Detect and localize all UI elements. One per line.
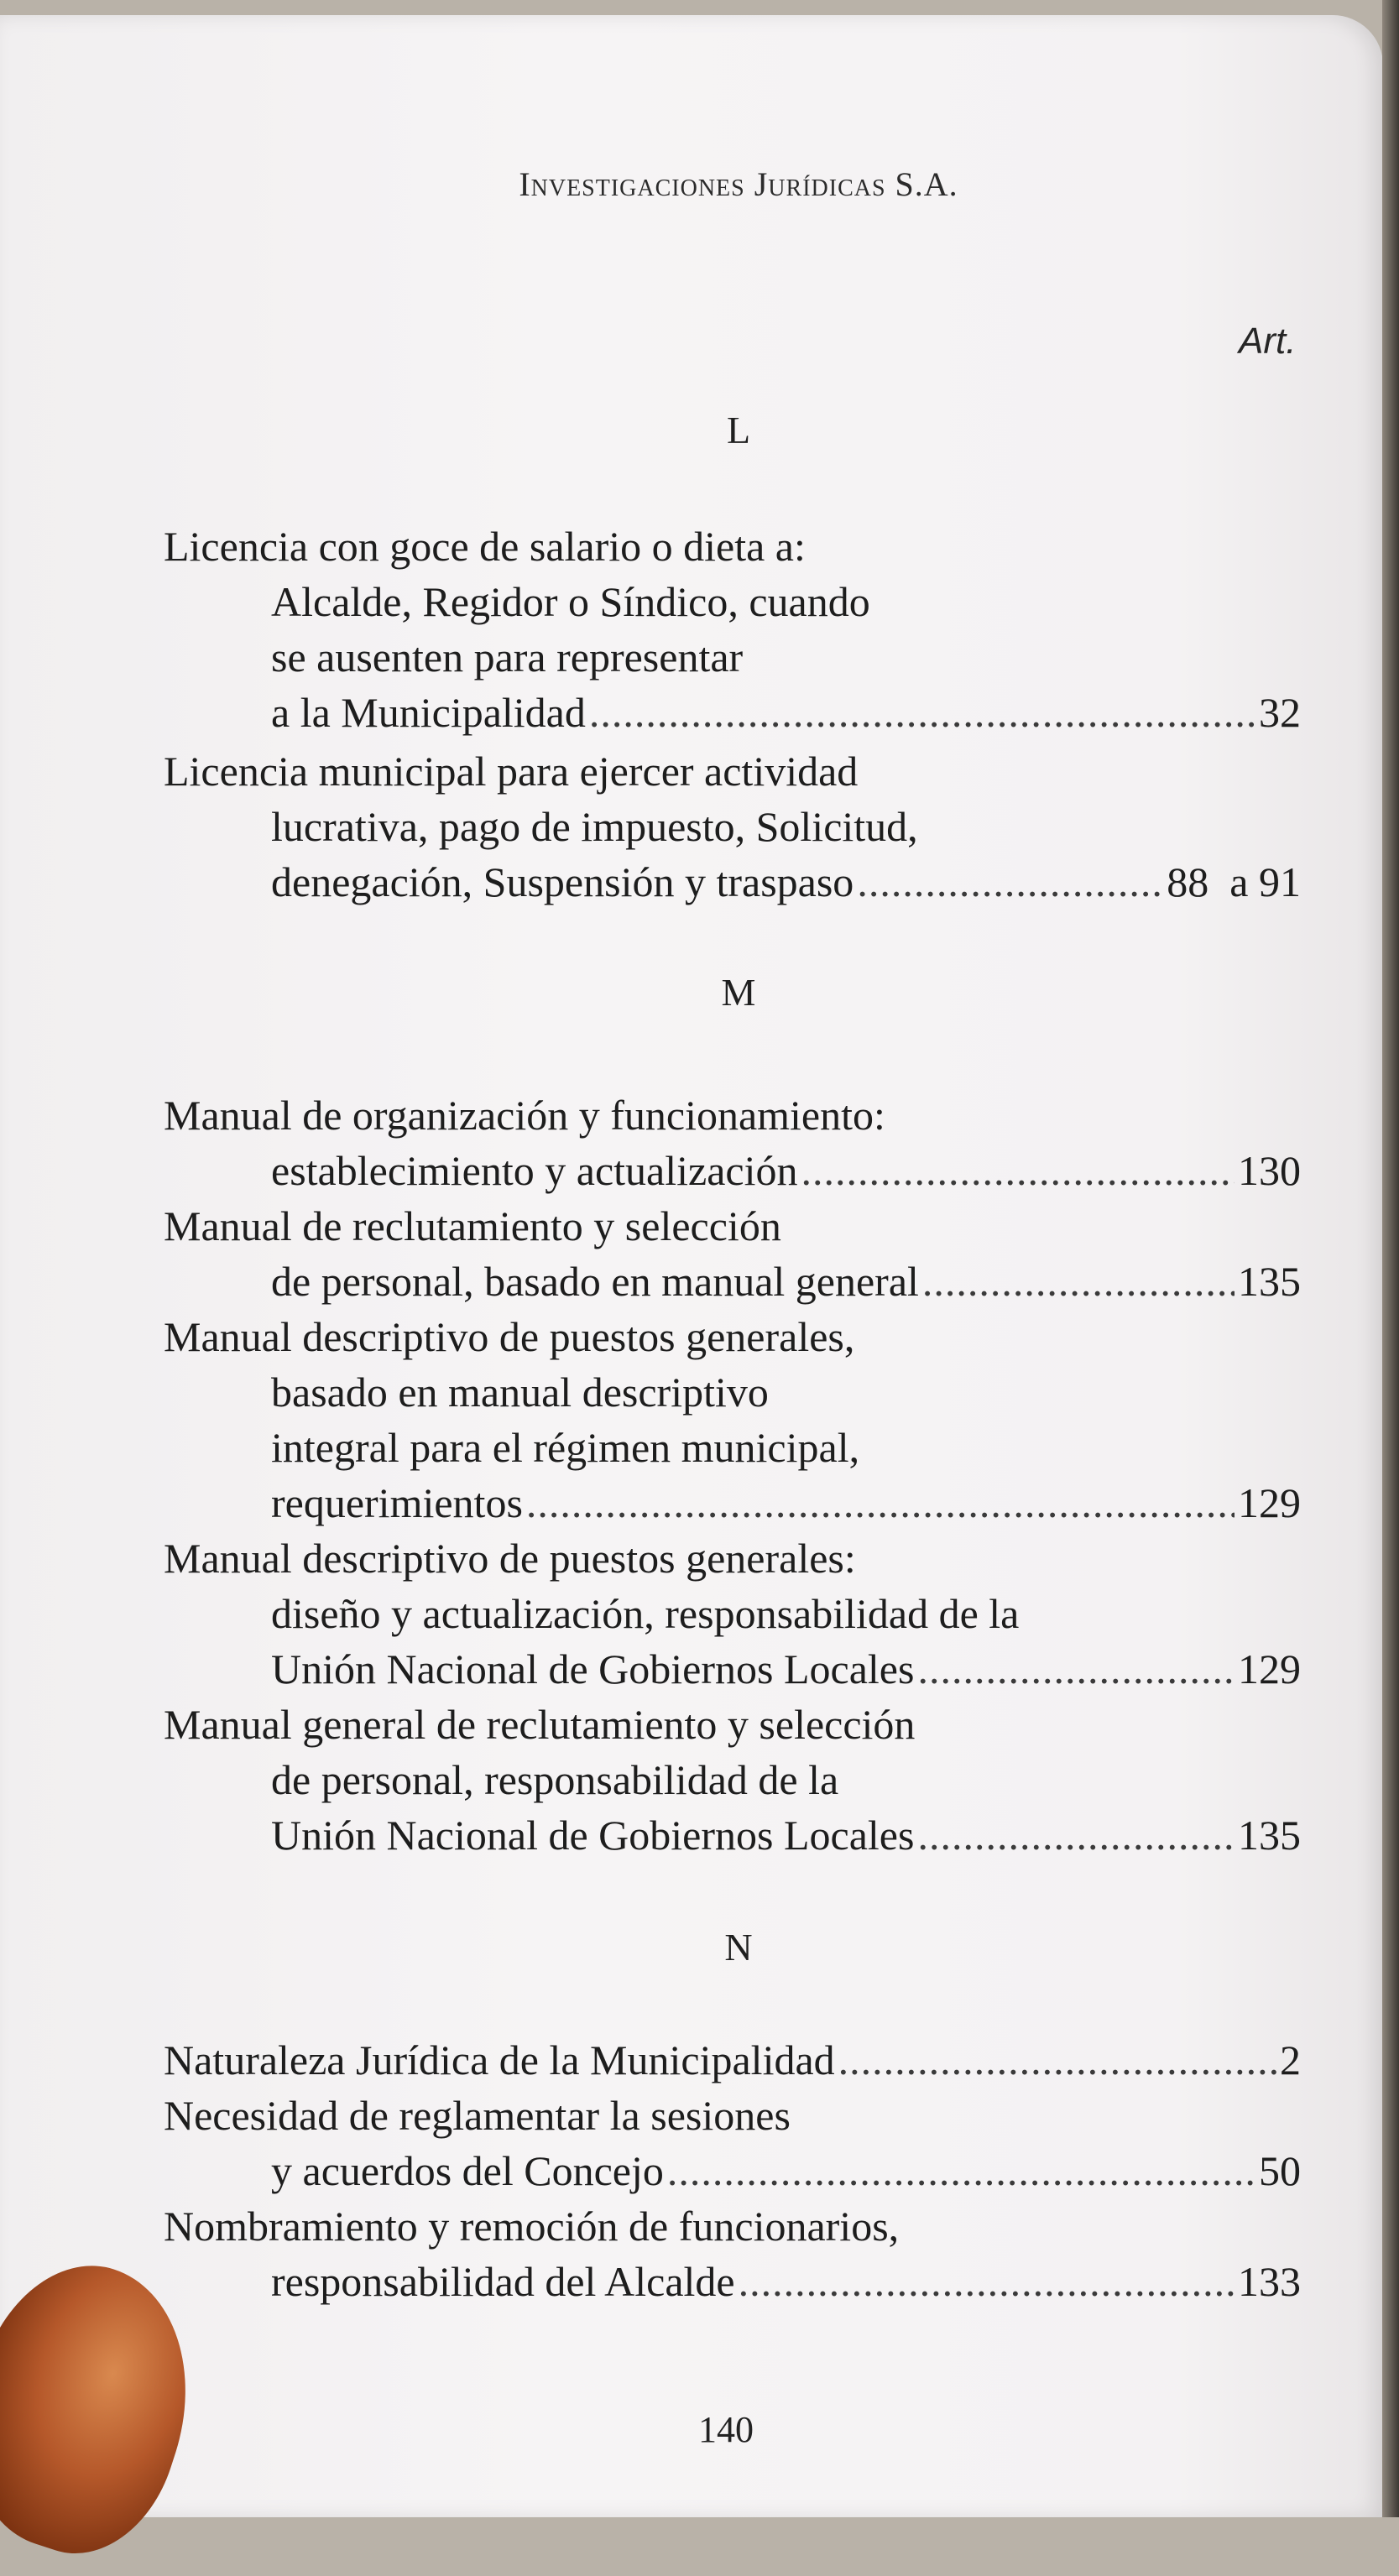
entry-last-line	[164, 1807, 1301, 1863]
article-reference: 133	[1238, 2258, 1301, 2305]
entry-last-line	[164, 685, 1301, 740]
dot-leader	[526, 1475, 1235, 1530]
article-reference: 135	[1238, 1812, 1301, 1859]
entry-last-line	[164, 1143, 1301, 1198]
dot-leader	[667, 2143, 1255, 2198]
entry-last-line	[164, 1641, 1301, 1697]
entry-line: integral para el régimen municipal,	[271, 1424, 860, 1471]
dot-leader	[589, 685, 1255, 740]
entry-line: Nombramiento y remoción de funcionarios,	[164, 2203, 900, 2250]
entry-line: Alcalde, Regidor o Síndico, cuando	[271, 578, 870, 625]
article-column-label: Art.	[1239, 321, 1297, 362]
entry-line: lucrativa, pago de impuesto, Solicitud,	[271, 803, 918, 850]
article-reference: 130	[1238, 1147, 1301, 1194]
entry-line: responsabilidad del Alcalde	[271, 2258, 735, 2305]
entry-line: basado en manual descriptivo	[271, 1369, 769, 1416]
entry-last-line	[164, 2032, 1301, 2088]
page-number: 140	[698, 2409, 754, 2450]
entry-last-line	[164, 1254, 1301, 1309]
article-reference: 88 a 91	[1167, 858, 1301, 905]
entry-line: se ausenten para representar	[271, 634, 744, 681]
dot-leader	[917, 1807, 1235, 1863]
entry-last-line	[164, 2143, 1301, 2198]
index-entry	[164, 1697, 1301, 1863]
index-entry	[164, 1309, 1301, 1530]
entry-line: Manual descriptivo de puestos generales:	[164, 1535, 856, 1582]
index-entry	[164, 1087, 1301, 1198]
article-reference: 2	[1280, 2036, 1301, 2083]
article-reference: 129	[1238, 1479, 1301, 1526]
section-letter-m: M	[721, 971, 756, 1014]
entry-last-line	[164, 854, 1301, 910]
entry-line: Naturaleza Jurídica de la Municipalidad	[164, 2036, 835, 2083]
entry-line: Manual general de reclutamiento y selección	[164, 1701, 916, 1748]
dot-leader	[739, 2254, 1235, 2309]
index-entry	[164, 2032, 1301, 2088]
article-reference: 129	[1238, 1645, 1301, 1692]
index-entry	[164, 519, 1301, 740]
entry-line: de personal, basado en manual general	[271, 1258, 919, 1305]
entry-line: de personal, responsabilidad de la	[271, 1756, 839, 1803]
section-letter-l: L	[726, 409, 751, 451]
book-edge	[1382, 0, 1399, 2517]
dot-leader	[801, 1143, 1235, 1198]
entry-line: a la Municipalidad	[271, 689, 586, 736]
entry-line: Manual de reclutamiento y selección	[164, 1202, 781, 1249]
index-entry	[164, 1530, 1301, 1697]
dot-leader	[838, 2032, 1276, 2088]
entry-line: Unión Nacional de Gobiernos Locales	[271, 1645, 915, 1692]
entry-last-line	[164, 2254, 1301, 2309]
index-entry	[164, 2198, 1301, 2309]
entry-line: diseño y actualización, responsabilidad de la	[271, 1590, 1020, 1637]
index-entry	[164, 2088, 1301, 2198]
entry-line: Licencia municipal para ejercer actividad	[164, 748, 859, 795]
running-head: Investigaciones Jurídicas S.A.	[519, 165, 958, 203]
entry-line: Manual de organización y funcionamiento:	[164, 1092, 885, 1139]
article-reference: 50	[1259, 2147, 1301, 2194]
entry-line: Unión Nacional de Gobiernos Locales	[271, 1812, 915, 1859]
entry-line: denegación, Suspensión y traspaso	[271, 858, 854, 905]
entry-line: Licencia con goce de salario o dieta a:	[164, 523, 806, 570]
entry-line: Manual descriptivo de puestos generales,	[164, 1313, 855, 1360]
entry-line: requerimientos	[271, 1479, 523, 1526]
article-reference: 32	[1259, 689, 1301, 736]
entry-line: y acuerdos del Concejo	[271, 2147, 664, 2194]
index-entry	[164, 1198, 1301, 1309]
dot-leader	[917, 1641, 1235, 1697]
dot-leader	[922, 1254, 1235, 1309]
entry-line: Necesidad de reglamentar la sesiones	[164, 2092, 791, 2139]
section-letter-n: N	[724, 1926, 753, 1969]
entry-line: establecimiento y actualización	[271, 1147, 798, 1194]
dot-leader	[857, 854, 1163, 910]
book-page	[0, 15, 1383, 2517]
article-reference: 135	[1238, 1258, 1301, 1305]
entry-last-line	[164, 1475, 1301, 1530]
index-entry	[164, 743, 1301, 910]
